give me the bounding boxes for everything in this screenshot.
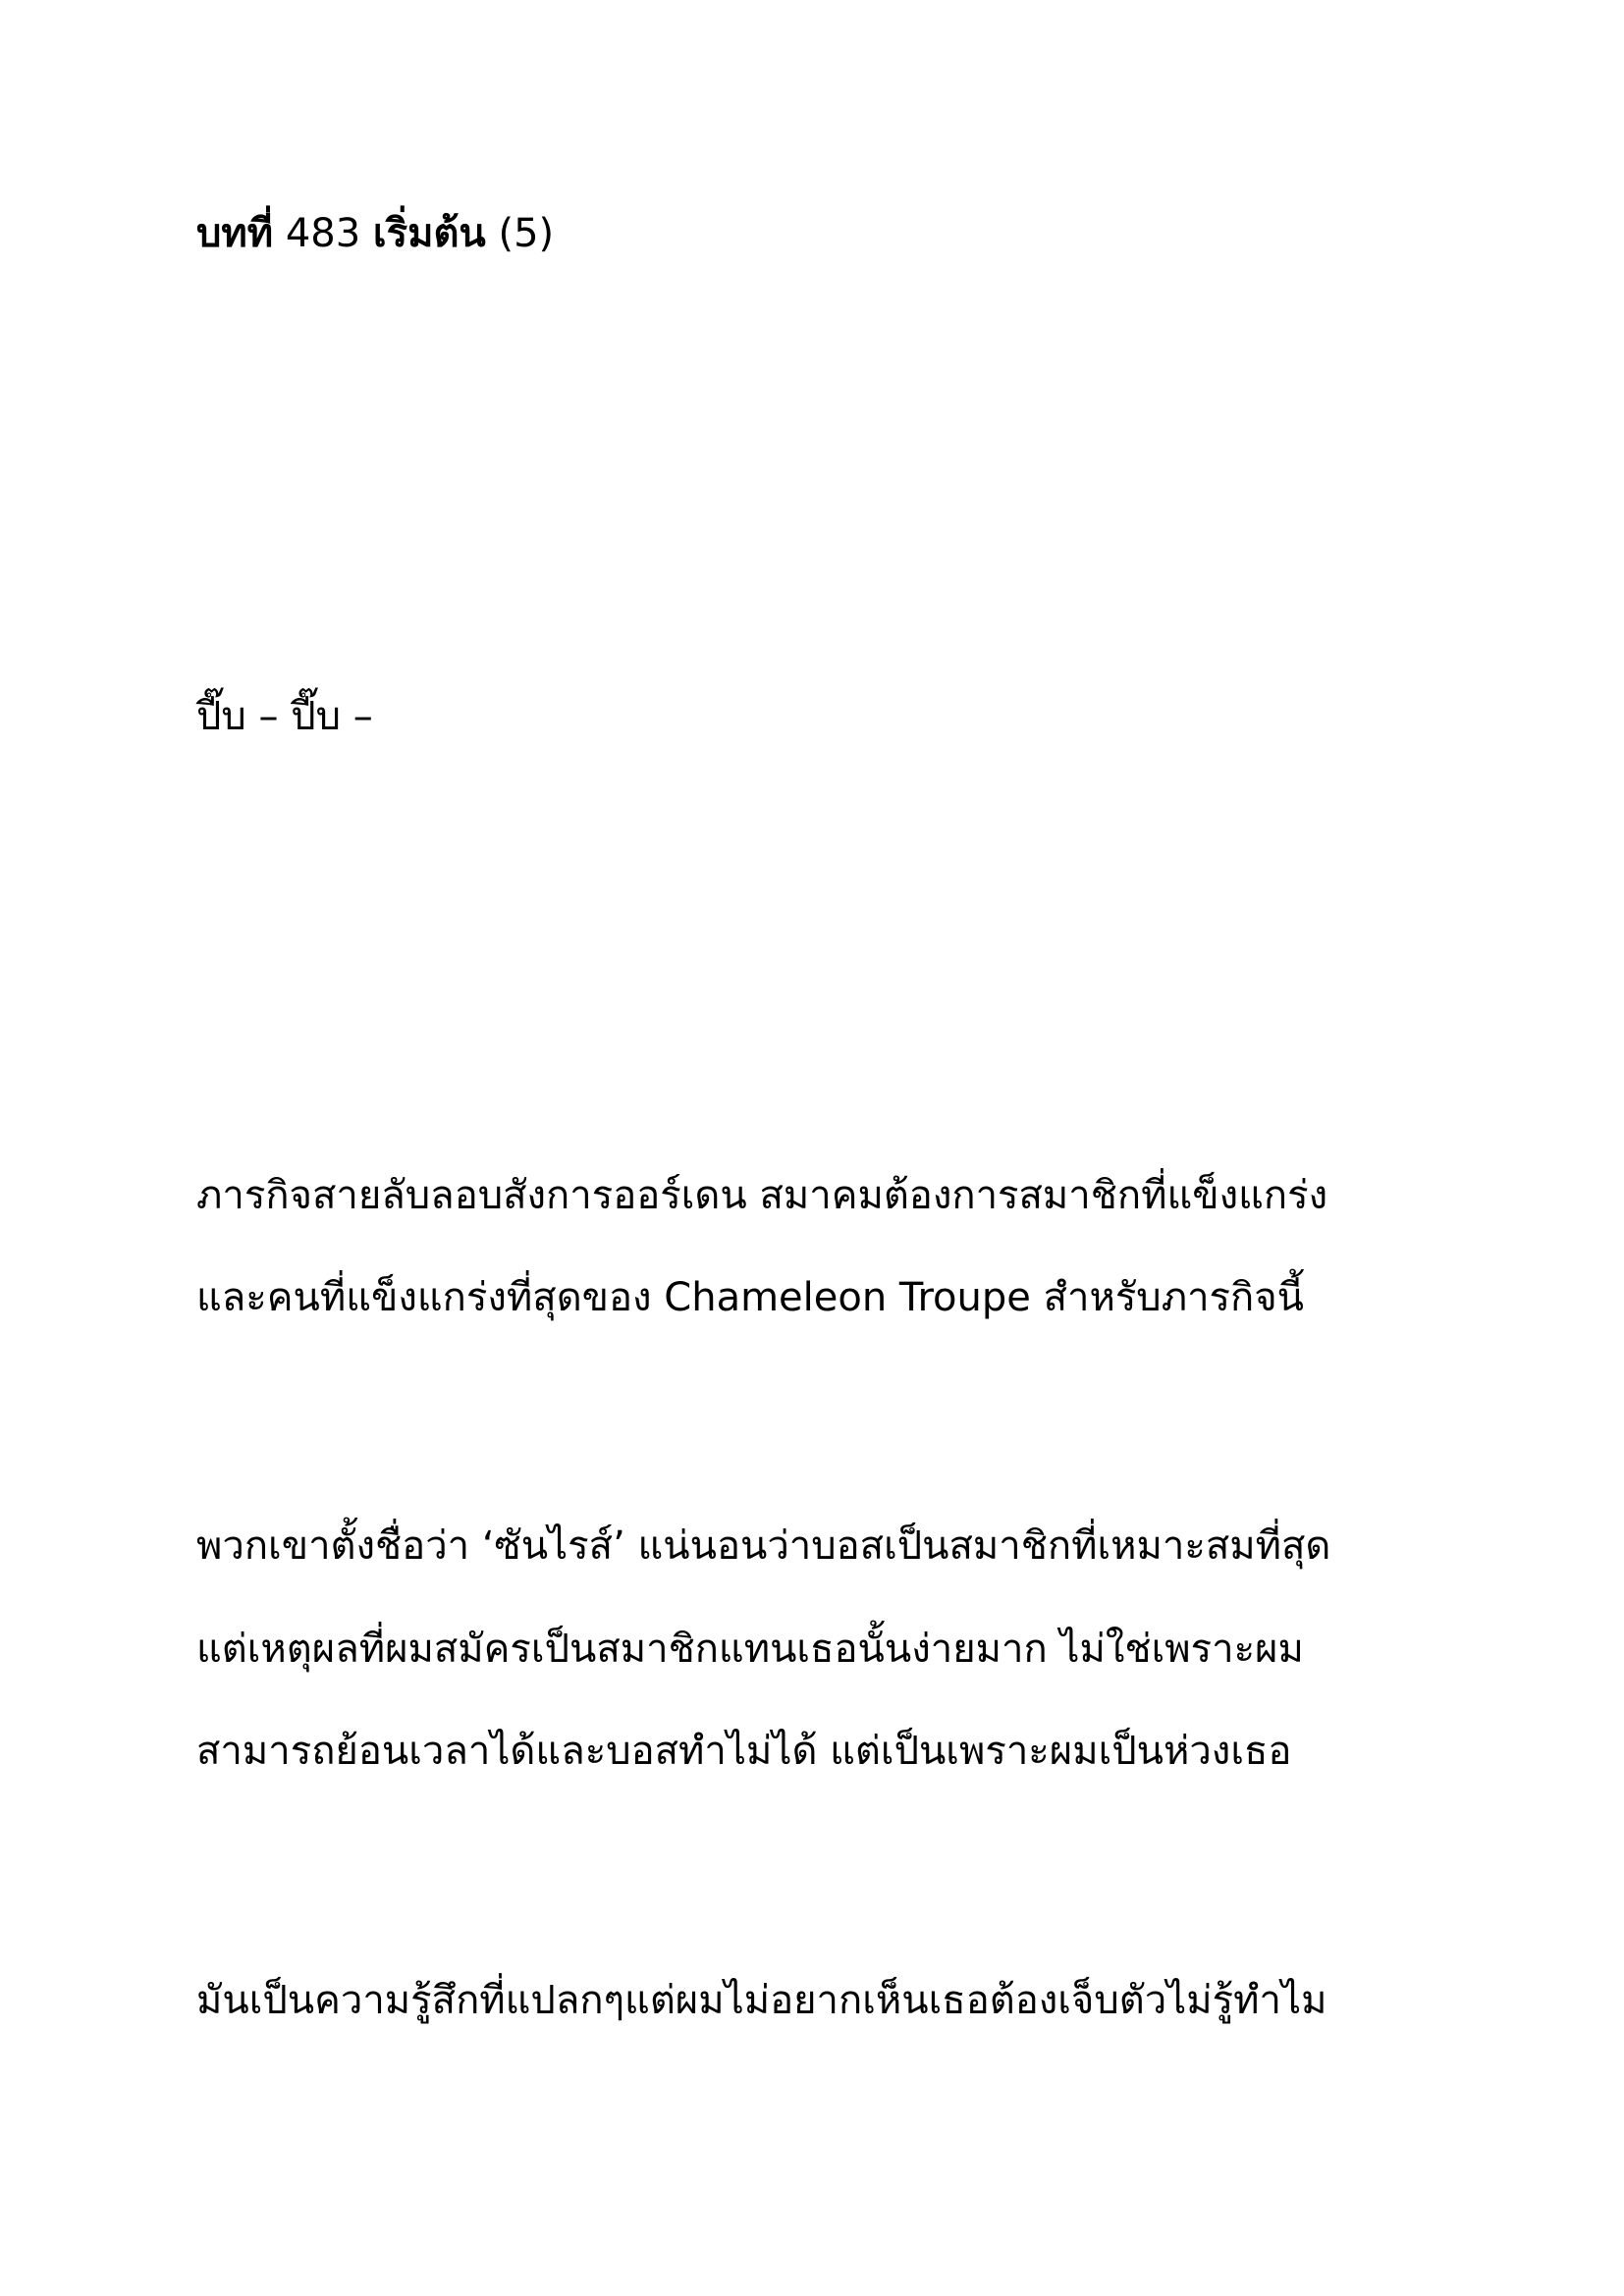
chapter-name: เริ่มต้น [372, 211, 486, 256]
paragraph-2-line-1: พวกเขาตั้งชื่อว่า ‘ซันไรส์’ แน่นอนว่าบอสเป็นสมาชิกที่เหมาะสมที่สุด [196, 1523, 1331, 1569]
paragraph-2-line-3: สามารถย้อนเวลาได้และบอสทำไม่ได้ แต่เป็นเพราะผมเป็นห่วงเธอ [196, 1729, 1292, 1774]
chapter-number: 483 [285, 211, 361, 256]
paragraph-2-line-2: แต่เหตุผลที่ผมสมัครเป็นสมาชิกแทนเธอนั้นง่ายมาก ไม่ใช่เพราะผม [196, 1627, 1304, 1672]
paragraph-1-line-2: และคนที่แข็งแกร่งที่สุดของ Chameleon Troupe สำหรับภารกิจนี้ [196, 1275, 1305, 1320]
sound-effect-line: ปี๊บ – ปี๊บ – [196, 694, 373, 739]
chapter-part: (5) [498, 211, 555, 256]
paragraph-1-line-1: ภารกิจสายลับลอบสังการออร์เดน สมาคมต้องการสมาชิกที่แข็งแกร่ง [196, 1173, 1328, 1218]
chapter-label: บทที่ [196, 211, 274, 256]
paragraph-3-line-1: มันเป็นความรู้สึกที่แปลกๆแต่ผมไม่อยากเห็นเธอต้องเจ็บตัวไม่รู้ทำไม [196, 1978, 1327, 2023]
chapter-title [196, 204, 554, 263]
